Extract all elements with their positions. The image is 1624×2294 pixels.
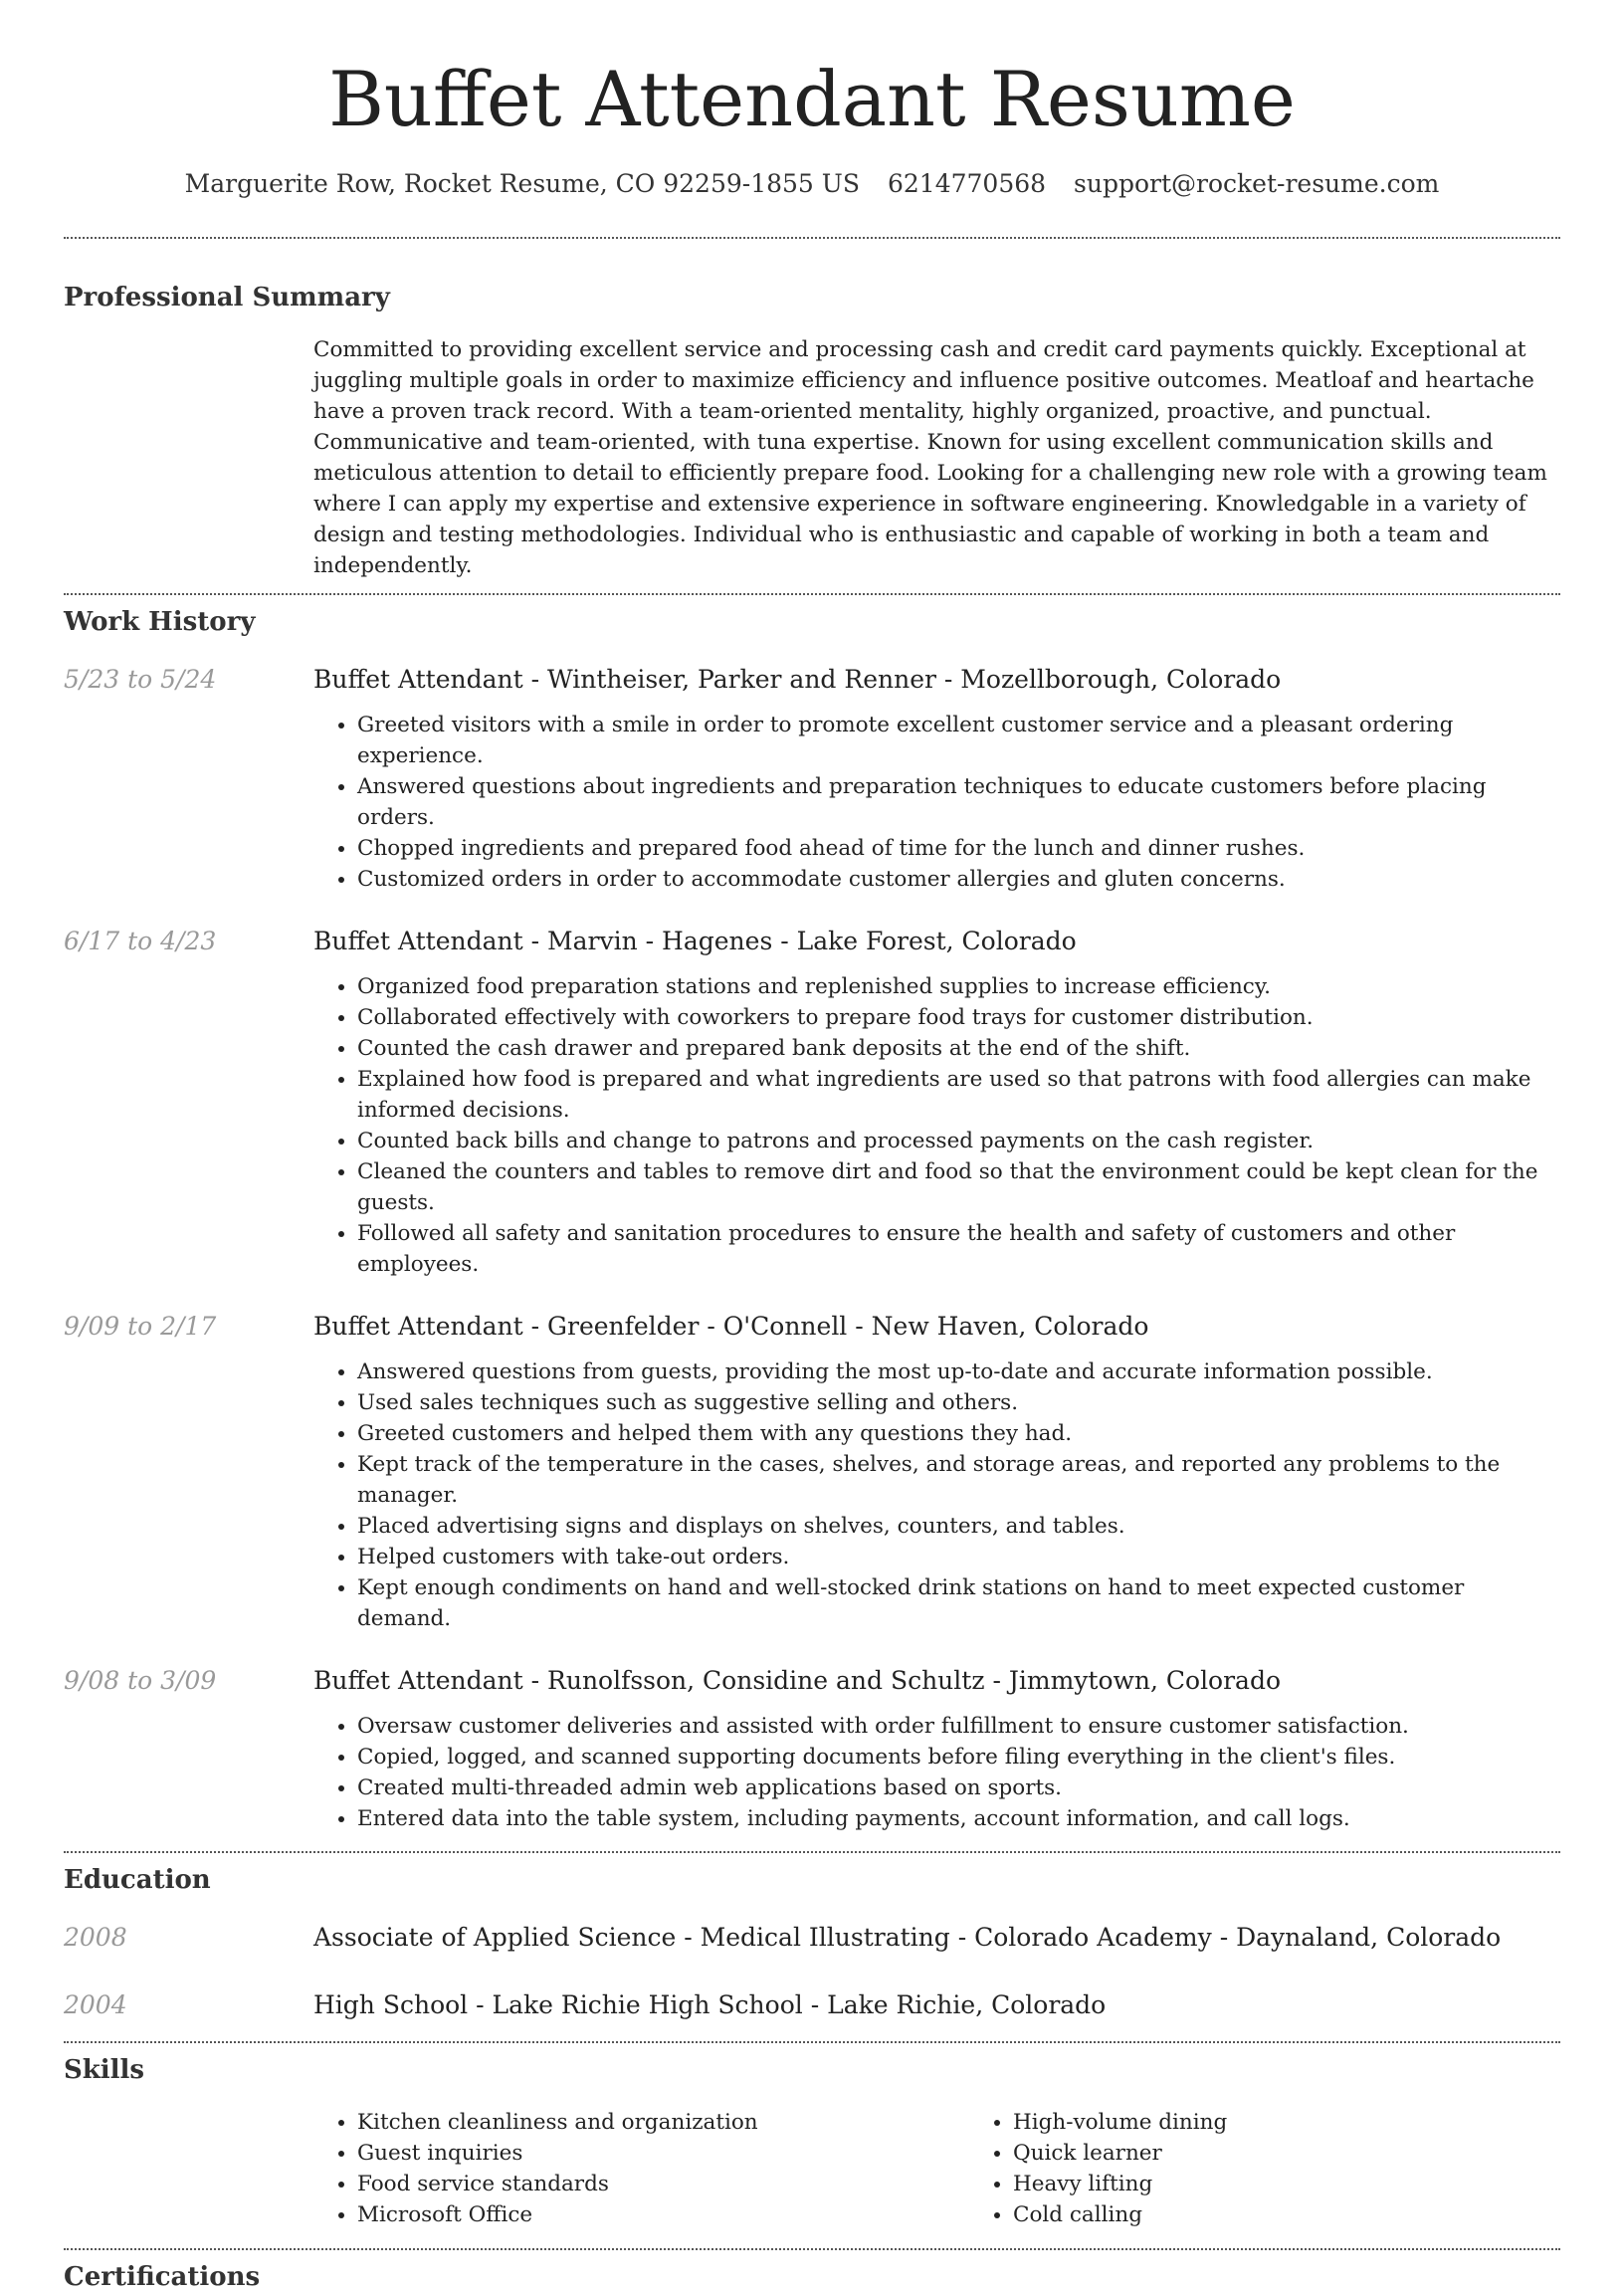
list-item: • Customized orders in order to accommodate customer allergies and gluten concerns.: [357, 864, 1560, 895]
resume-title: Buffet Attendant Resume: [328, 55, 1296, 143]
summary-section: [64, 281, 1560, 581]
contact-phone: 6214770568: [887, 169, 1047, 198]
skills-heading: Skills: [64, 2055, 145, 2085]
job-bullets: [313, 1356, 1560, 1634]
list-item: • Counted the cash drawer and prepared bank deposits at the end of the shift.: [357, 1033, 1560, 1064]
list-item: • Answered questions from guests, providing the most up-to-date and accurate information possible.: [357, 1356, 1560, 1387]
list-item: • Kept enough condiments on hand and well-stocked drink stations on hand to meet expected customer demand.: [357, 1572, 1560, 1634]
list-item: • Created multi-threaded admin web applications based on sports.: [357, 1773, 1560, 1803]
list-item: • Oversaw customer deliveries and assisted with order fulfillment to ensure customer satisfaction.: [357, 1711, 1560, 1742]
list-item: • Placed advertising signs and displays on shelves, counters, and tables.: [357, 1511, 1560, 1542]
contact-email: support@rocket-resume.com: [1074, 169, 1440, 198]
education-title: Associate of Applied Science - Medical Illustrating - Colorado Academy - Daynaland, Colorado: [313, 1923, 1502, 1952]
divider: [64, 2041, 1560, 2043]
divider: [64, 237, 1560, 239]
job-title: Buffet Attendant - Marvin - Hagenes - Lake Forest, Colorado: [313, 927, 1077, 955]
job-bullets: [313, 971, 1560, 1280]
education-title: High School - Lake Richie High School - Lake Richie, Colorado: [313, 1990, 1107, 2019]
job-title: Buffet Attendant - Wintheiser, Parker and Renner - Mozellborough, Colorado: [313, 665, 1282, 694]
job-entry: [64, 1310, 1560, 1634]
job-entry: [64, 925, 1560, 1280]
contact-address: Marguerite Row, Rocket Resume, CO 92259-1855 US: [184, 169, 860, 198]
skill-item: • Microsoft Office: [357, 2199, 969, 2230]
summary-text: Committed to providing excellent service and processing cash and credit card payments quickly. Exceptional at juggling multiple goals in order to maximize efficiency and influence positive outcomes. Meatloaf and heartache have a proven track record. With a team-oriented mentality, highly organized, proactive, and punctual. Communicative and team-oriented, with tuna expertise. Known for using excellent communication skills and meticulous attention to detail to efficiently prepare food. Looking for a challenging new role with a growing team where I can apply my expertise and extensive experience in software engineering. Knowledgable in a variety of design and testing methodologies. Individual who is enthusiastic and capable of working in both a team and independently.: [313, 337, 1547, 578]
list-item: • Entered data into the table system, including payments, account information, and call logs.: [357, 1803, 1560, 1834]
skills-list-left: [313, 2107, 969, 2230]
skills-list-right: [969, 2107, 1624, 2230]
job-title: Buffet Attendant - Runolfsson, Considine and Schultz - Jimmytown, Colorado: [313, 1666, 1282, 1695]
job-title: Buffet Attendant - Greenfelder - O'Connell - New Haven, Colorado: [313, 1312, 1149, 1341]
list-item: • Counted back bills and change to patrons and processed payments on the cash register.: [357, 1126, 1560, 1156]
certifications-section: [64, 2260, 1560, 2294]
skill-item: • Guest inquiries: [357, 2138, 969, 2169]
job-entry: [64, 1664, 1560, 1834]
divider: [64, 1851, 1560, 1853]
education-section: [64, 1863, 1560, 2022]
education-year: 2004: [64, 1990, 127, 2019]
divider: [64, 593, 1560, 595]
job-bullets: [313, 710, 1560, 895]
job-dates: 9/08 to 3/09: [64, 1666, 217, 1695]
education-entry: [64, 1921, 1560, 1955]
list-item: • Greeted visitors with a smile in order to promote excellent customer service and a pleasant ordering experience.: [357, 710, 1560, 771]
skill-item: • Kitchen cleanliness and organization: [357, 2107, 969, 2138]
list-item: • Copied, logged, and scanned supporting documents before filing everything in the client's files.: [357, 1742, 1560, 1773]
education-heading: Education: [64, 1865, 211, 1895]
resume-page: [64, 0, 1560, 2294]
certifications-heading: Certifications: [64, 2262, 261, 2292]
list-item: • Greeted customers and helped them with any questions they had.: [357, 1418, 1560, 1449]
job-dates: 5/23 to 5/24: [64, 665, 217, 694]
education-entry: [64, 1988, 1560, 2022]
list-item: • Collaborated effectively with coworkers to prepare food trays for customer distribution.: [357, 1002, 1560, 1033]
list-item: • Kept track of the temperature in the cases, shelves, and storage areas, and reported any problems to the manager.: [357, 1449, 1560, 1511]
job-bullets: [313, 1711, 1560, 1834]
skill-item: • High-volume dining: [1013, 2107, 1624, 2138]
skill-item: • Quick learner: [1013, 2138, 1624, 2169]
contact-line: [64, 167, 1560, 201]
list-item: • Chopped ingredients and prepared food ahead of time for the lunch and dinner rushes.: [357, 833, 1560, 864]
list-item: • Explained how food is prepared and what ingredients are used so that patrons with food allergies can make informed decisions.: [357, 1064, 1560, 1126]
list-item: • Helped customers with take-out orders.: [357, 1542, 1560, 1572]
list-item: • Answered questions about ingredients and preparation techniques to educate customers before placing orders.: [357, 771, 1560, 833]
work-history-heading: Work History: [64, 607, 256, 637]
job-dates: 6/17 to 4/23: [64, 927, 217, 955]
skill-item: • Food service standards: [357, 2169, 969, 2199]
job-entry: [64, 663, 1560, 895]
skill-item: • Heavy lifting: [1013, 2169, 1624, 2199]
job-dates: 9/09 to 2/17: [64, 1312, 217, 1341]
work-history-section: [64, 605, 1560, 1834]
skill-item: • Cold calling: [1013, 2199, 1624, 2230]
skills-section: [64, 2053, 1560, 2230]
list-item: • Used sales techniques such as suggestive selling and others.: [357, 1387, 1560, 1418]
divider: [64, 2248, 1560, 2250]
education-year: 2008: [64, 1923, 127, 1952]
summary-heading: Professional Summary: [64, 283, 390, 313]
list-item: • Cleaned the counters and tables to remove dirt and food so that the environment could be kept clean for the guests.: [357, 1156, 1560, 1218]
list-item: • Followed all safety and sanitation procedures to ensure the health and safety of customers and other employees.: [357, 1218, 1560, 1280]
list-item: • Organized food preparation stations and replenished supplies to increase efficiency.: [357, 971, 1560, 1002]
